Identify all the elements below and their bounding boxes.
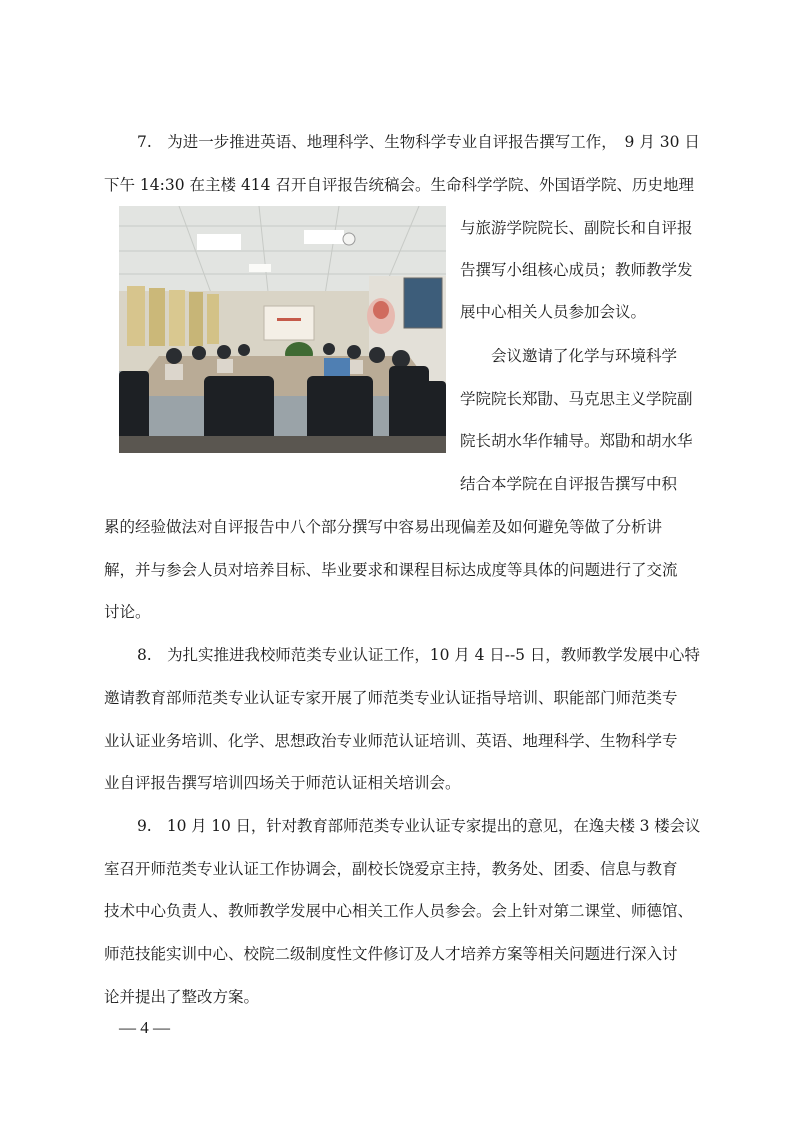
page-number: — 4 — [119, 1018, 170, 1037]
paragraph-9-line-5: 论并提出了整改方案。 [104, 988, 260, 1006]
meeting-photo [119, 206, 446, 453]
paragraph-9-line-4: 师范技能实训中心、校院二级制度性文件修订及人才培养方案等相关问题进行深入讨 [104, 945, 678, 963]
paragraph-7-line-5: 展中心相关人员参加会议。 [460, 303, 647, 321]
paragraph-7-line-6: 会议邀请了化学与环境科学 [491, 347, 678, 365]
paragraph-8-line-3: 业认证业务培训、化学、思想政治专业师范认证培训、英语、地理科学、生物科学专 [104, 732, 678, 750]
paragraph-7-line-7: 学院院长郑勖、马克思主义学院副 [460, 390, 693, 408]
paragraph-9-line-3: 技术中心负责人、教师教学发展中心相关工作人员参会。会上针对第二课堂、师德馆、 [104, 902, 694, 920]
paragraph-7-line-3: 与旅游学院院长、副院长和自评报 [460, 219, 693, 237]
paragraph-7-line-2: 下午 14:30 在主楼 414 召开自评报告统稿会。生命科学学院、外国语学院、历史地理 [104, 176, 694, 194]
paragraph-7-line-11: 解，并与参会人员对培养目标、毕业要求和课程目标达成度等具体的问题进行了交流 [104, 561, 678, 579]
paragraph-9-line-2: 室召开师范类专业认证工作协调会，副校长饶爱京主持，教务处、团委、信息与教育 [104, 860, 678, 878]
paragraph-7-line-9: 结合本学院在自评报告撰写中积 [460, 475, 678, 493]
paragraph-8-line-1: 8. 为扎实推进我校师范类专业认证工作，10 月 4 日--5 日，教师教学发展中心特 [137, 646, 700, 664]
paragraph-7-line-10: 累的经验做法对自评报告中八个部分撰写中容易出现偏差及如何避免等做了分析讲 [104, 518, 663, 536]
paragraph-7-line-12: 讨论。 [104, 603, 151, 621]
paragraph-7-line-4: 告撰写小组核心成员；教师教学发 [460, 261, 693, 279]
meeting-room-photo-icon [119, 206, 446, 453]
paragraph-7-line-1: 7. 为进一步推进英语、地理科学、生物科学专业自评报告撰写工作， 9 月 30 日 [137, 133, 700, 151]
paragraph-8-line-2: 邀请教育部师范类专业认证专家开展了师范类专业认证指导培训、职能部门师范类专 [104, 689, 678, 707]
paragraph-7-line-8: 院长胡水华作辅导。郑勖和胡水华 [460, 432, 693, 450]
paragraph-9-line-1: 9. 10 月 10 日，针对教育部师范类专业认证专家提出的意见，在逸夫楼 3 楼会议 [137, 817, 701, 835]
paragraph-8-line-4: 业自评报告撰写培训四场关于师范认证相关培训会。 [104, 774, 461, 792]
